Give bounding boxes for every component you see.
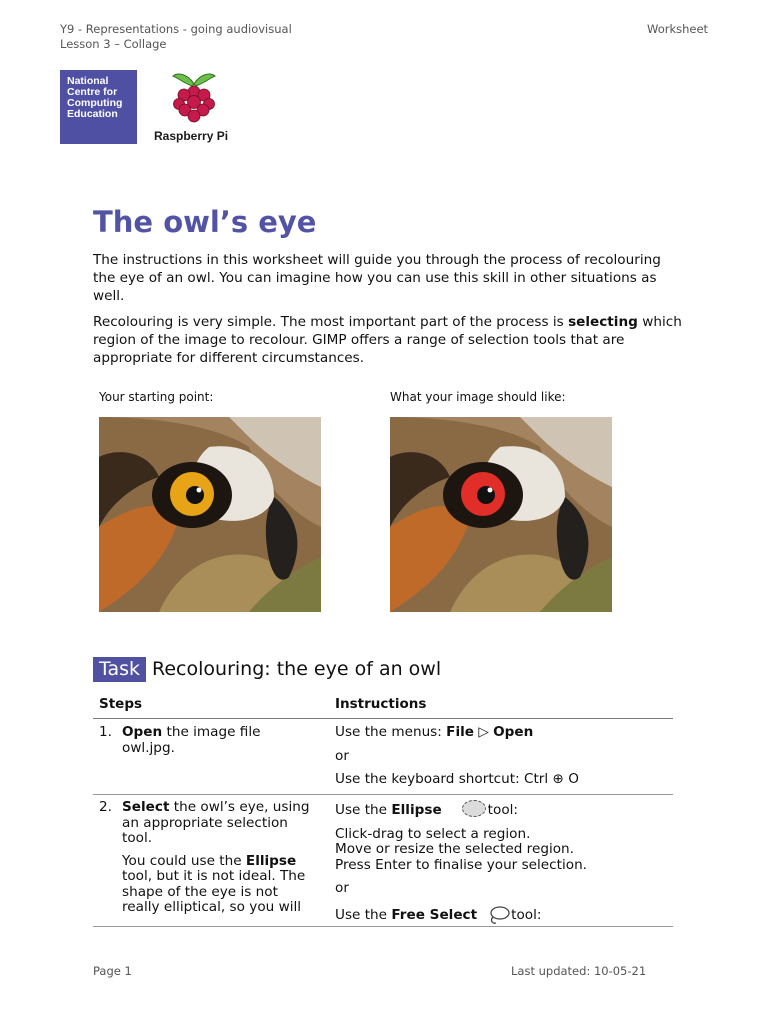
- starting-point-caption: Your starting point:: [99, 390, 214, 404]
- instruction-text: tool:: [487, 802, 518, 818]
- task-badge: Task: [93, 657, 146, 682]
- footer-page-number: Page 1: [93, 964, 132, 978]
- step-text-rest: the image file owl.jpg.: [122, 724, 261, 756]
- ellipse-select-tool-icon: [462, 800, 486, 817]
- instruction-line: or: [335, 880, 349, 896]
- ncce-logo-line: National: [67, 75, 109, 87]
- table-header-divider: [93, 718, 673, 719]
- menu-file-label: File: [446, 724, 474, 740]
- step-text: [99, 725, 314, 756]
- ellipse-tool-label: Ellipse: [391, 802, 442, 818]
- instruction-line: [335, 800, 675, 819]
- owl-original-image: [99, 417, 321, 612]
- ncce-logo-line: Education: [67, 108, 118, 120]
- step-text: [99, 800, 317, 847]
- instruction-text: Use the: [335, 906, 392, 923]
- instruction-line: Use the keyboard shortcut: Ctrl ⊕ O: [335, 771, 579, 787]
- instruction-line: Move or resize the selected region.: [335, 841, 574, 857]
- step-text-rest: the owl’s eye, using an appropriate selection tool.: [122, 799, 310, 846]
- owl-recoloured-image: [390, 417, 612, 612]
- table-row-step-2: [99, 800, 317, 916]
- step-note-text: tool, but it is not ideal. The shape of the eye is not really elliptical, so you will: [122, 868, 306, 915]
- header-course: Y9 - Representations - going audiovisual: [60, 22, 292, 36]
- result-caption: What your image should like:: [390, 390, 566, 404]
- raspberry-pi-label: Raspberry Pi: [154, 129, 229, 143]
- instruction-line: [335, 725, 675, 741]
- step-number: 2.: [99, 799, 112, 815]
- step-note-bold: Ellipse: [245, 852, 297, 869]
- paragraph-text: Recolouring is very simple. The most important part of the process is: [93, 314, 569, 330]
- free-select-tool-label: Free Select: [391, 906, 478, 923]
- table-row-instructions-2: [335, 800, 675, 925]
- header-doc-type: Worksheet: [647, 22, 709, 36]
- ncce-logo-line: Centre for: [67, 86, 118, 98]
- instruction-line: [335, 905, 675, 925]
- instruction-text: Use the: [335, 802, 392, 818]
- table-row-step-1: [99, 725, 314, 756]
- table-row-divider: [93, 794, 673, 795]
- steps-column-header: Steps: [99, 696, 143, 712]
- paragraph-bold-text: selecting: [568, 314, 638, 330]
- footer-last-updated: Last updated: 10-05-21: [511, 964, 647, 978]
- header-lesson: Lesson 3 – Collage: [60, 37, 167, 51]
- ncce-logo: [60, 70, 137, 144]
- intro-paragraph: The instructions in this worksheet will guide you through the process of recolouring the eye of an owl. You can imagine how you can use this skill in other situations as well.: [93, 252, 661, 304]
- menu-arrow-icon: ▷: [478, 724, 489, 740]
- step-bold-text: Open: [122, 724, 163, 740]
- step-note-text: You could use the: [122, 852, 246, 869]
- task-title: Recolouring: the eye of an owl: [152, 658, 442, 680]
- ncce-logo-line: Computing: [67, 97, 123, 109]
- step-bold-text: Select: [122, 799, 170, 815]
- instruction-line: or: [335, 747, 349, 764]
- instruction-text: tool:: [511, 906, 542, 923]
- page-title: The owl’s eye: [93, 205, 317, 239]
- step-number: 1.: [99, 724, 112, 740]
- raspberry-pi-logo-icon: [170, 70, 218, 126]
- selection-paragraph: [93, 313, 683, 367]
- menu-open-label: Open: [493, 724, 534, 740]
- task-heading: [93, 656, 441, 682]
- step-note: [99, 854, 317, 916]
- paragraph-text: which region of the image to recolour. GIMP offers a range of selection tools that are appropriate for different circumstances.: [93, 314, 682, 366]
- instruction-line: Click-drag to select a region.: [335, 825, 531, 842]
- instruction-line: Press Enter to finalise your selection.: [335, 856, 588, 873]
- free-select-lasso-icon: [487, 905, 511, 925]
- table-bottom-divider: [93, 926, 673, 927]
- table-row-instructions-1: [335, 725, 675, 788]
- instruction-text: Use the menus:: [335, 724, 447, 740]
- instructions-column-header: Instructions: [335, 696, 427, 712]
